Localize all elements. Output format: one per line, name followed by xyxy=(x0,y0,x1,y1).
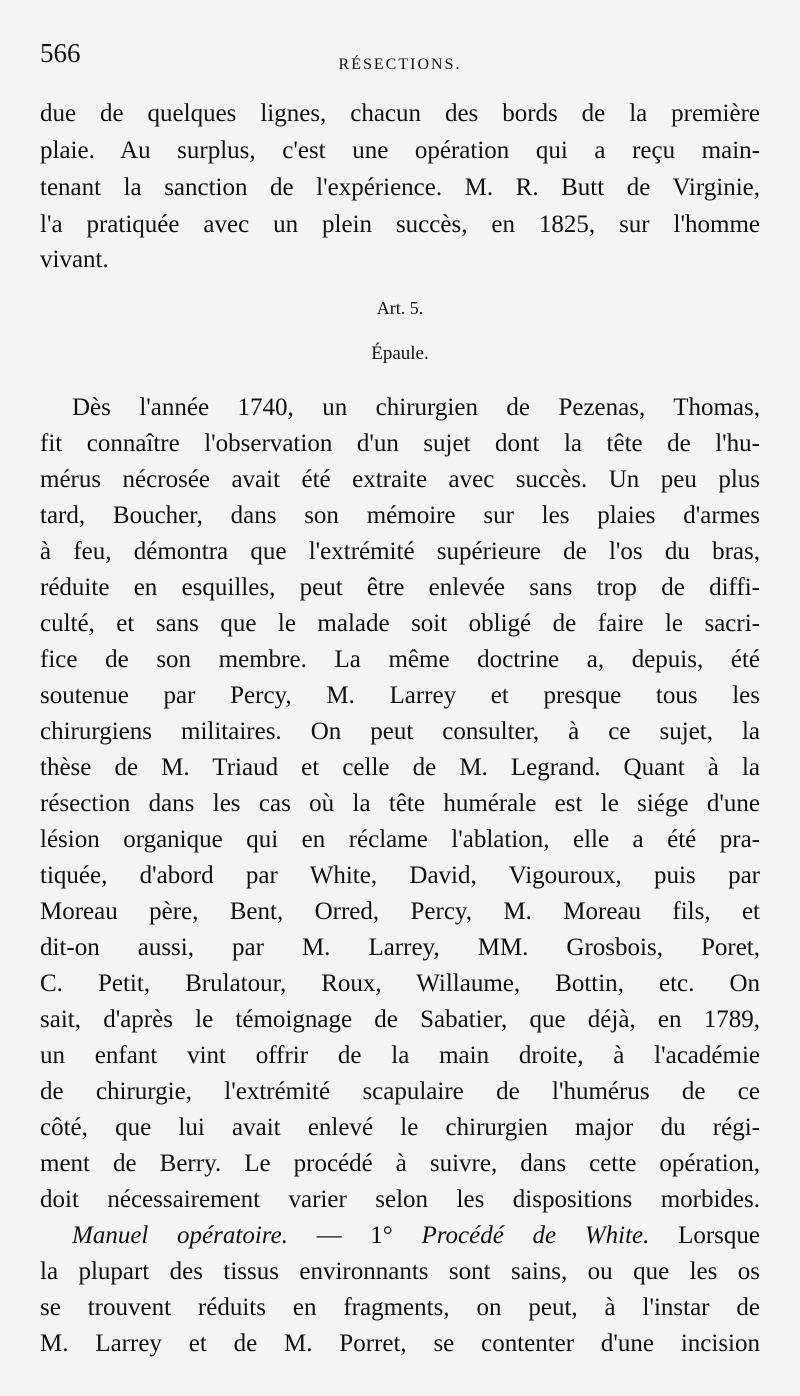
text-line: dit-on aussi, par M. Larrey, MM. Grosbois, Poret, xyxy=(40,934,760,961)
text-line: chirurgiens militaires. On peut consulter, à ce sujet, la xyxy=(40,718,760,745)
text-line: sait, d'après le témoignage de Sabatier, que déjà, en 1789, xyxy=(40,1006,760,1033)
text-line: à feu, démontra que l'extrémité supérieure de l'os du bras, xyxy=(40,538,760,565)
text-line: côté, que lui avait enlevé le chirurgien major du régi- xyxy=(40,1114,760,1141)
text-line: plaie. Au surplus, c'est une opération qui a reçu main- xyxy=(40,137,760,164)
text-line: vivant. xyxy=(40,246,109,273)
text-line: culté, et sans que le malade soit obligé de faire le sacri- xyxy=(40,610,760,637)
page-number: 566 xyxy=(40,38,81,68)
text-line: tard, Boucher, dans son mémoire sur les plaies d'armes xyxy=(40,502,760,529)
procedure-name: Procédé de White. xyxy=(421,1222,650,1249)
text-line: soutenue par Percy, M. Larrey et presque tous les xyxy=(40,682,760,709)
text-line: due de quelques lignes, chacun des bords de la première xyxy=(40,100,760,127)
text-line: thèse de M. Triaud et celle de M. Legrand. Quant à la xyxy=(40,754,760,781)
text-line: ment de Berry. Le procédé à suivre, dans cette opération, xyxy=(40,1150,760,1177)
text-line: M. Larrey et de M. Porret, se contenter d'une incision xyxy=(40,1330,760,1357)
text-line: Moreau père, Bent, Orred, Percy, M. Moreau fils, et xyxy=(40,898,760,925)
text-line: un enfant vint offrir de la main droite, à l'académie xyxy=(40,1042,760,1069)
text-line: doit nécessairement varier selon les dispositions morbides. xyxy=(40,1186,760,1213)
text-line: résection dans les cas où la tête humérale est le siége d'une xyxy=(40,790,760,817)
text-line: fit connaître l'observation d'un sujet dont la tête de l'hu- xyxy=(40,430,760,457)
text-line: lésion organique qui en réclame l'ablation, elle a été pra- xyxy=(40,826,760,853)
text-line: fice de son membre. La même doctrine a, depuis, été xyxy=(40,646,760,673)
manuel-rest: Lorsque xyxy=(649,1222,760,1249)
text-line: de chirurgie, l'extrémité scapulaire de l'humérus de ce xyxy=(40,1078,760,1105)
section-title: Épaule. xyxy=(371,343,429,364)
text-line: C. Petit, Brulatour, Roux, Willaume, Bottin, etc. On xyxy=(40,970,760,997)
text-line: réduite en esquilles, peut être enlevée sans trop de diffi- xyxy=(40,574,760,601)
manuel-label: Manuel opératoire. xyxy=(72,1222,288,1249)
text-line: Dès l'année 1740, un chirurgien de Pezenas, Thomas, xyxy=(72,394,760,421)
manuel-operatoire-line xyxy=(72,1216,760,1256)
text-line: l'a pratiquée avec un plein succès, en 1825, sur l'homme xyxy=(40,211,760,238)
text-line: tenant la sanction de l'expérience. M. R. Butt de Virginie, xyxy=(40,174,760,201)
text-line: se trouvent réduits en fragments, on peut, à l'instar de xyxy=(40,1294,760,1321)
running-head: RÉSECTIONS. xyxy=(338,56,462,73)
text-line: la plupart des tissus environnants sont sains, ou que les os xyxy=(40,1258,760,1285)
article-heading: Art. 5. xyxy=(376,298,424,318)
manuel-dash: — 1° xyxy=(287,1222,422,1249)
page-header xyxy=(40,38,760,88)
text-line: mérus nécrosée avait été extraite avec succès. Un peu plus xyxy=(40,466,760,493)
text-line: tiquée, d'abord par White, David, Vigouroux, puis par xyxy=(40,862,760,889)
